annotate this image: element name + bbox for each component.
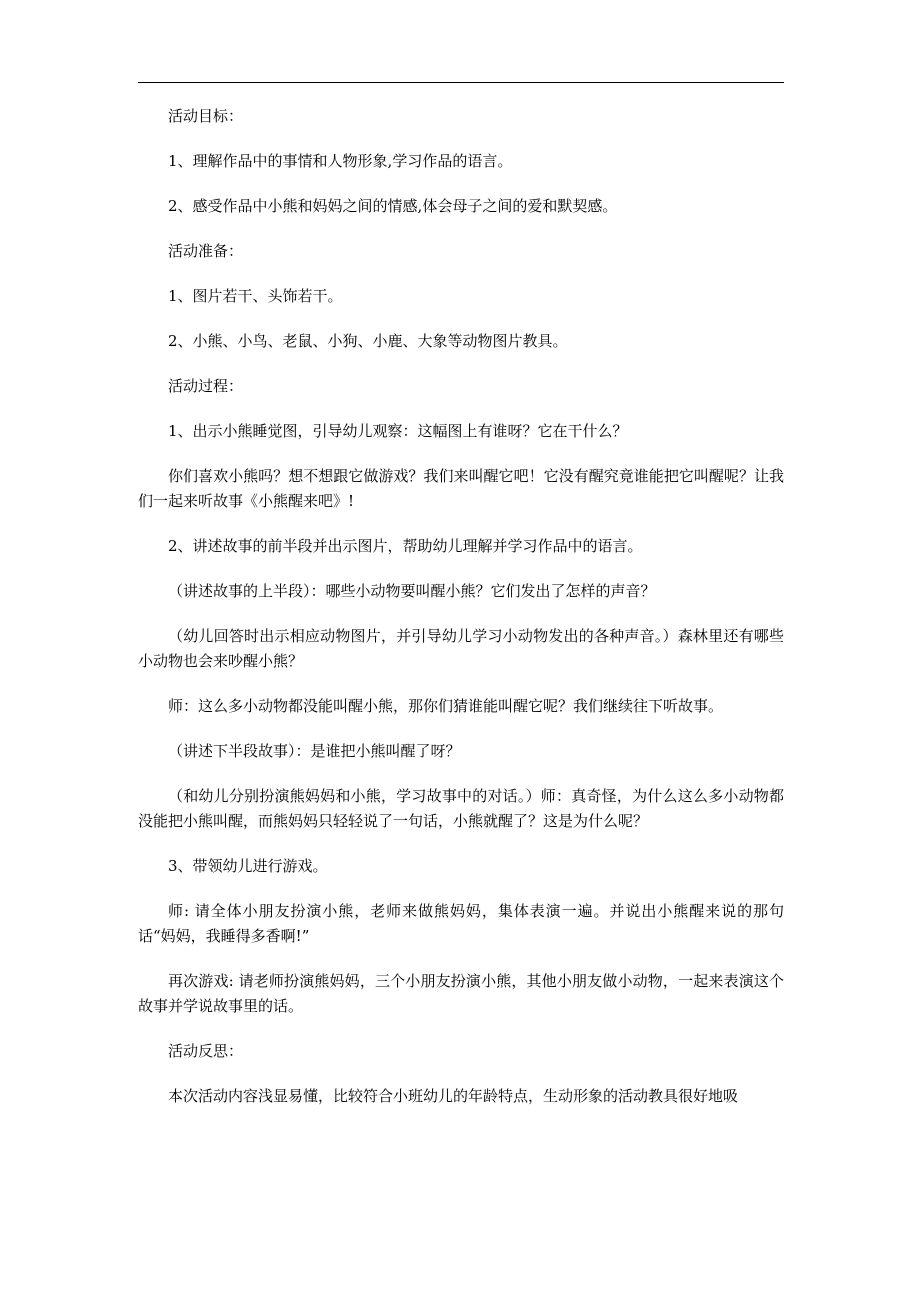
goal-item-1: 1、理解作品中的事情和人物形象,学习作品的语言。: [168, 152, 513, 170]
heading-activity-preparation: 活动准备：: [168, 242, 244, 260]
process-paragraph: 再次游戏: 请老师扮演熊妈妈，三个小朋友扮演小熊，其他小朋友做小动物，一起来表演这个故事并学说故事里的话。: [138, 972, 784, 1015]
process-paragraph: 你们喜欢小熊吗？想不想跟它做游戏？我们来叫醒它吧！它没有醒究竟谁能把它叫醒呢？让我们一起来听故事《小熊醒来吧》!: [138, 467, 784, 510]
process-step-2: 2、讲述故事的前半段并出示图片，帮助幼儿理解并学习作品中的语言。: [168, 537, 643, 555]
process-paragraph: 师：这么多小动物都没能叫醒小熊，那你们猜谁能叫醒它呢？我们继续往下听故事。: [168, 697, 724, 715]
process-paragraph: （幼儿回答时出示相应动物图片，并引导幼儿学习小动物发出的各种声音。）森林里还有哪些小动物也会来吵醒小熊？: [138, 627, 784, 670]
header-rule: [138, 82, 784, 83]
heading-activity-process: 活动过程：: [168, 377, 244, 395]
reflection-paragraph: 本次活动内容浅显易懂，比较符合小班幼儿的年龄特点，生动形象的活动教具很好地吸: [168, 1087, 739, 1105]
process-paragraph: （讲述下半段故事）：是谁把小熊叫醒了呀？: [168, 742, 461, 760]
process-paragraph: （和幼儿分别扮演熊妈妈和小熊，学习故事中的对话。）师：真奇怪，为什么这么多小动物都没能把小熊叫醒，而熊妈妈只轻轻说了一句话，小熊就醒了？这是为什么呢？: [138, 787, 784, 830]
heading-activity-goals: 活动目标：: [168, 107, 244, 125]
heading-activity-reflection: 活动反思：: [168, 1042, 244, 1060]
goal-item-2: 2、感受作品中小熊和妈妈之间的情感,体会母子之间的爱和默契感。: [168, 197, 618, 215]
process-paragraph: 师: 请全体小朋友扮演小熊，老师来做熊妈妈，集体表演一遍。并说出小熊醒来说的那句话“妈妈，我睡得多香啊!”: [138, 902, 784, 945]
process-paragraph: （讲述故事的上半段）：哪些小动物要叫醒小熊？它们发出了怎样的声音？: [168, 582, 656, 600]
process-step-3: 3、带领幼儿进行游戏。: [168, 857, 328, 875]
preparation-item-2: 2、小熊、小鸟、老鼠、小狗、小鹿、大象等动物图片教具。: [168, 332, 568, 350]
document-body: [138, 104, 784, 1129]
process-step-1: 1、出示小熊睡觉图，引导幼儿观察：这幅图上有谁呀？它在干什么？: [168, 422, 628, 440]
preparation-item-1: 1、图片若干、头饰若干。: [168, 287, 343, 305]
